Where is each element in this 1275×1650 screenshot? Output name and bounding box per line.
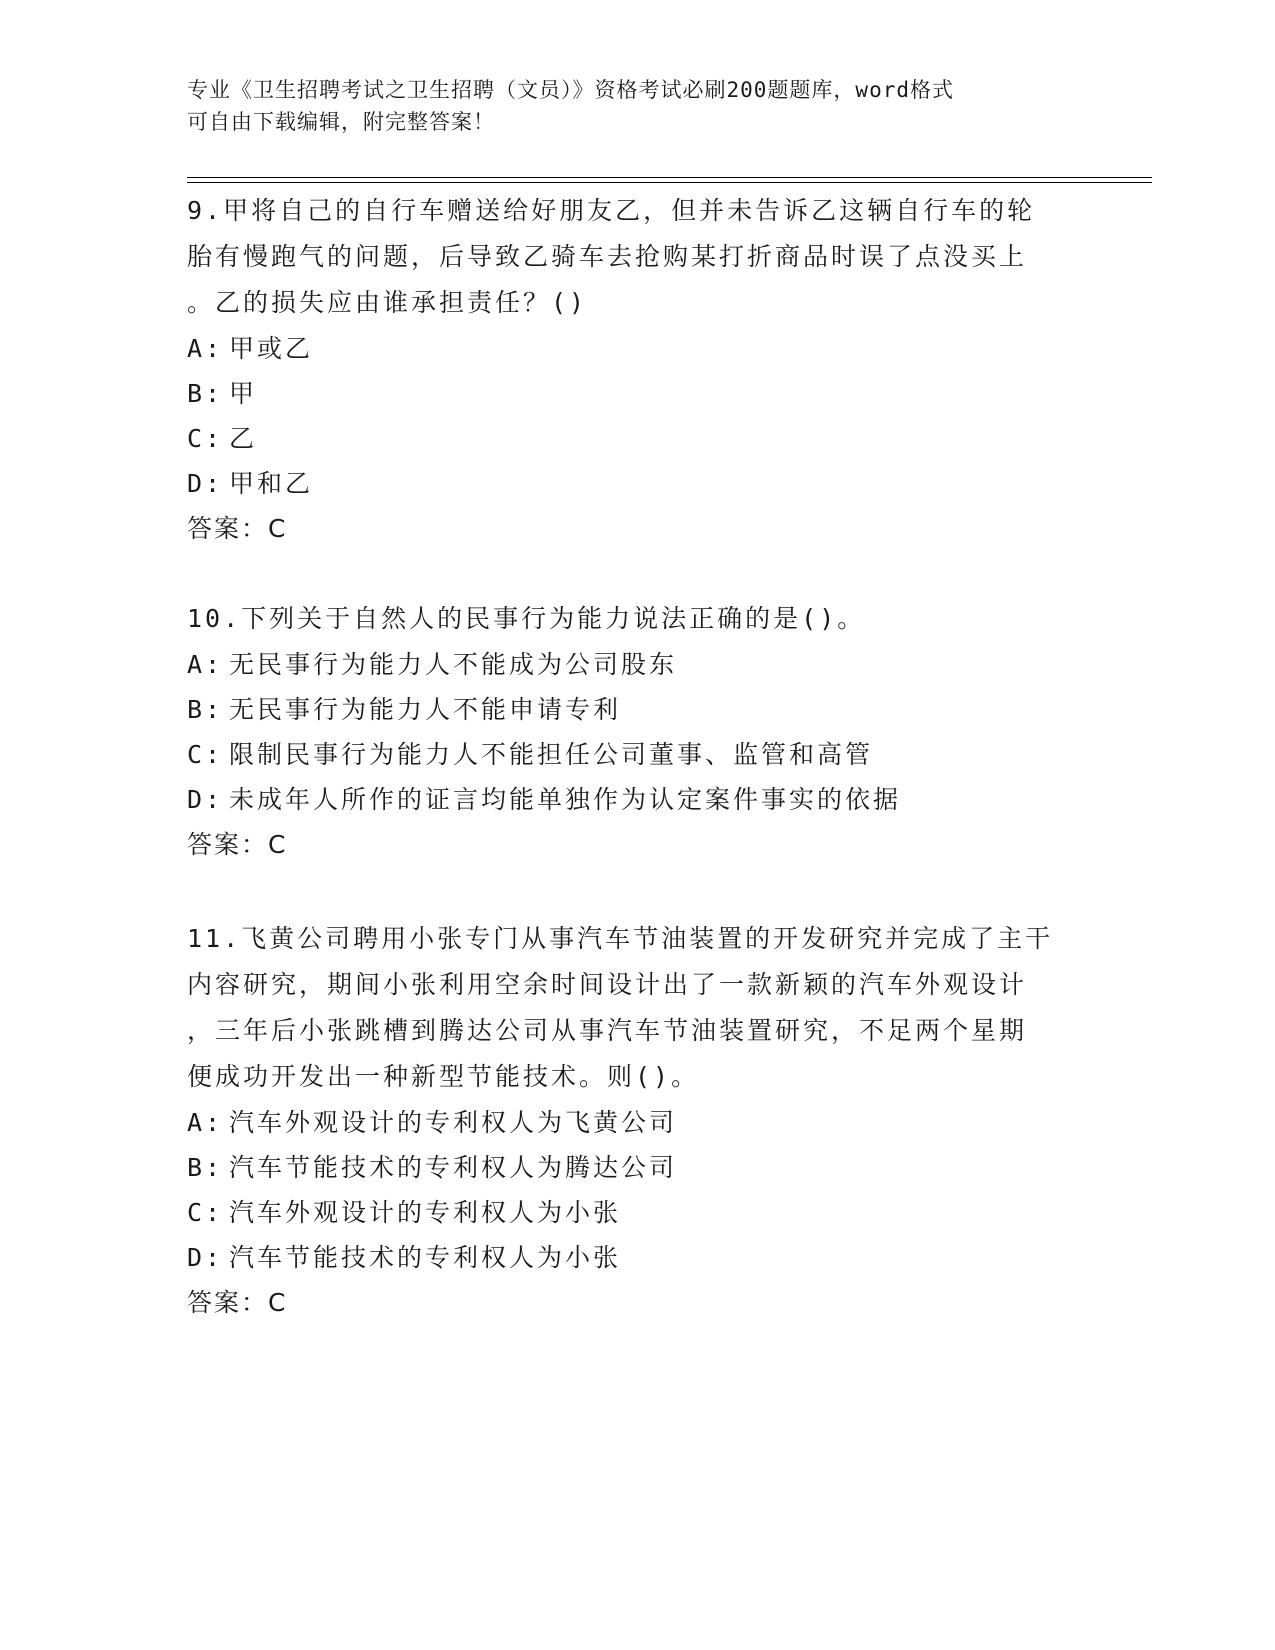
option-letter: A: [187,650,224,679]
option-text: 汽车外观设计的专利权人为飞黄公司 [229,1108,678,1137]
header-divider-bottom [187,182,1152,183]
question-10-option-a [187,642,1087,687]
question-10-option-b [187,687,1087,732]
question-11-option-a [187,1100,1087,1145]
option-letter: B: [187,1153,224,1182]
option-text: 无民事行为能力人不能成为公司股东 [229,650,678,679]
question-9-option-b [187,371,1087,416]
option-letter: B: [187,379,224,408]
question-10 [187,596,1087,867]
option-letter: A: [187,1108,224,1137]
option-letter: A: [187,334,224,363]
question-9-line-3: 。乙的损失应由谁承担责任？() [187,288,588,317]
question-9-line-2: 胎有慢跑气的问题，后导致乙骑车去抢购某打折商品时误了点没买上 [187,242,1028,271]
question-11 [187,916,1087,1325]
question-10-line-1: 10.下列关于自然人的民事行为能力说法正确的是()。 [187,604,866,633]
option-text: 限制民事行为能力人不能担任公司董事、监管和高管 [229,740,874,769]
option-text: 汽车节能技术的专利权人为腾达公司 [229,1153,678,1182]
option-text: 汽车节能技术的专利权人为小张 [229,1243,622,1272]
option-letter: D: [187,469,224,498]
question-9-option-d [187,461,1087,506]
question-11-answer: 答案：C [187,1288,288,1317]
question-9-answer: 答案：C [187,514,288,543]
option-text: 甲或乙 [229,334,314,363]
question-9 [187,188,1087,551]
option-letter: C: [187,740,224,769]
question-11-line-2: 内容研究，期间小张利用空余时间设计出了一款新颖的汽车外观设计 [187,970,1028,999]
question-11-option-c [187,1190,1087,1235]
option-letter: D: [187,1243,224,1272]
option-letter: B: [187,695,224,724]
option-letter: D: [187,785,224,814]
question-11-line-3: ，三年后小张跳槽到腾达公司从事汽车节油装置研究，不足两个星期 [187,1016,1028,1045]
question-9-option-a [187,326,1087,371]
question-11-option-d [187,1235,1087,1280]
question-11-line-4: 便成功开发出一种新型节能技术。则()。 [187,1062,700,1091]
option-text: 乙 [229,424,258,453]
document-header [187,74,1087,138]
question-9-option-c [187,416,1087,461]
header-divider-top [187,177,1152,178]
question-10-option-c [187,732,1087,777]
question-10-answer: 答案：C [187,830,288,859]
option-text: 甲和乙 [229,469,314,498]
option-text: 未成年人所作的证言均能单独作为认定案件事实的依据 [229,785,902,814]
header-title-line-2: 可自由下载编辑，附完整答案！ [187,110,495,134]
option-letter: C: [187,424,224,453]
question-10-option-d [187,777,1087,822]
header-title-line-1: 专业《卫生招聘考试之卫生招聘（文员）》资格考试必刷200题题库，word格式 [187,78,954,102]
option-letter: C: [187,1198,224,1227]
option-text: 无民事行为能力人不能申请专利 [229,695,622,724]
option-text: 甲 [229,379,258,408]
question-9-line-1: 9.甲将自己的自行车赠送给好朋友乙，但并未告诉乙这辆自行车的轮 [187,196,1036,225]
question-11-line-1: 11.飞黄公司聘用小张专门从事汽车节油装置的开发研究并完成了主干 [187,924,1054,953]
question-11-option-b [187,1145,1087,1190]
option-text: 汽车外观设计的专利权人为小张 [229,1198,622,1227]
